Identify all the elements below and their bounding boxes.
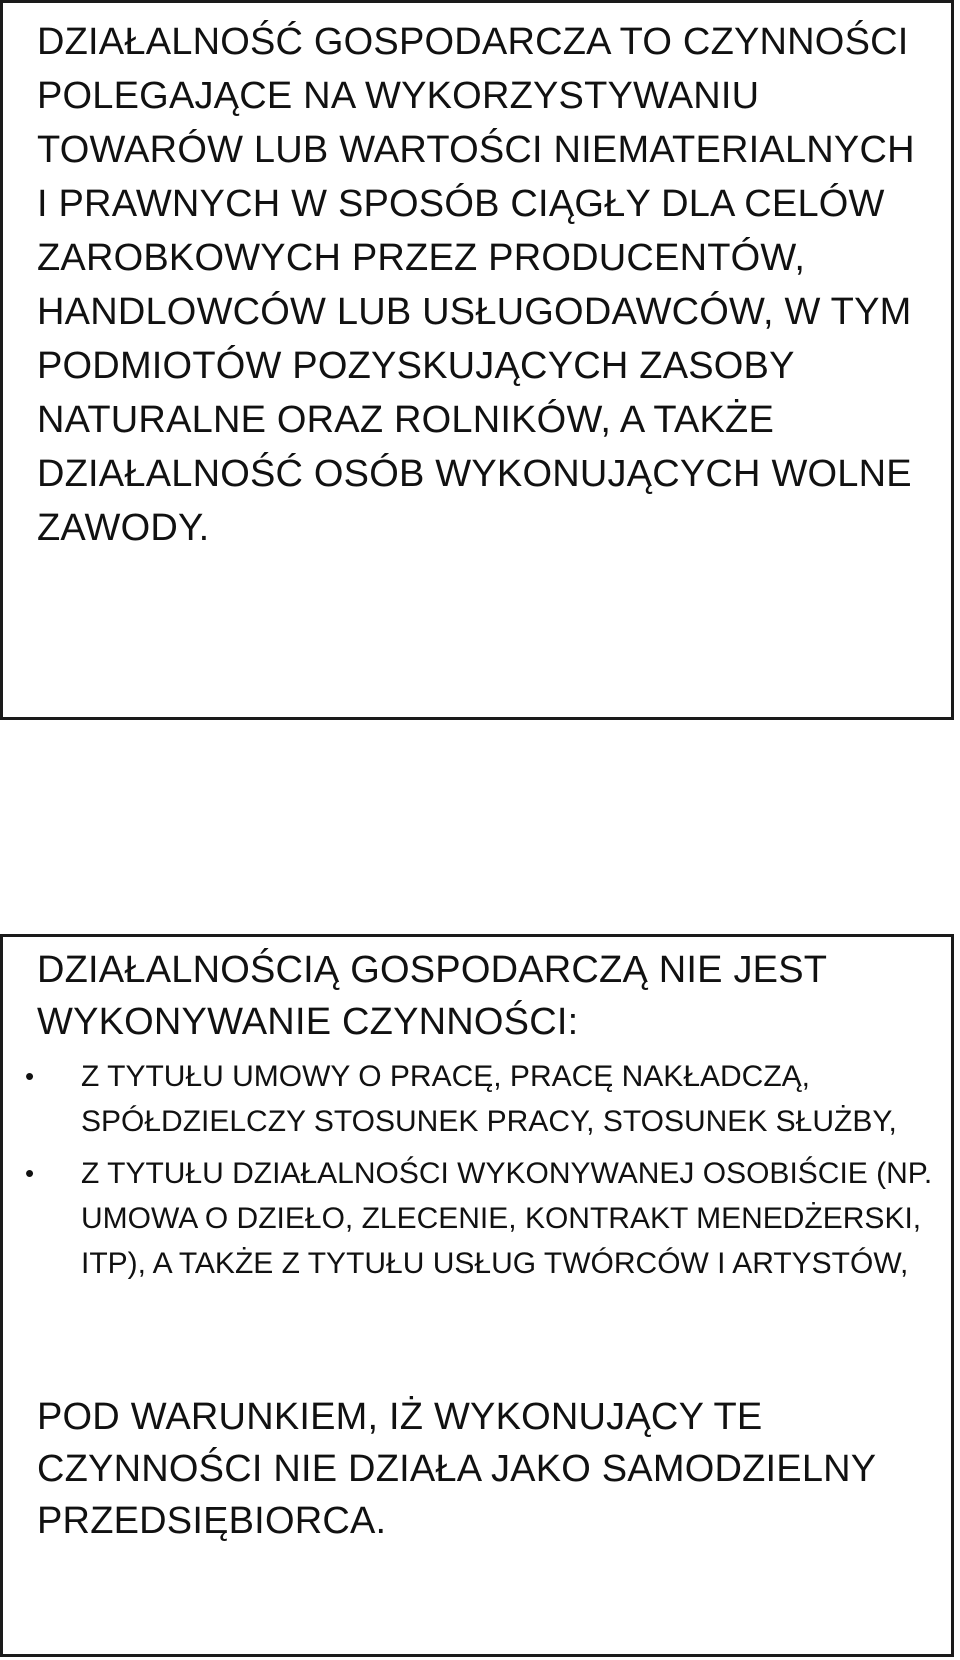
slide-exclusions (0, 934, 954, 1657)
definition-paragraph: DZIAŁALNOŚĆ GOSPODARCZA TO CZYNNOŚCI POLEGAJĄCE NA WYKORZYSTYWANIU TOWARÓW LUB WARTOŚCI NIEMATERIALNYCH I PRAWNYCH W SPOSÓB CIĄGŁY DLA CELÓW ZAROBKOWYCH PRZEZ PRODUCENTÓW, HANDLOWCÓW LUB USŁUGODAWCÓW, W TYM PODMIOTÓW POZYSKUJĄCYCH ZASOBY NATURALNE ORAZ ROLNIKÓW, A TAKŻE DZIAŁALNOŚĆ OSÓB WYKONUJĄCYCH WOLNE ZAWODY. (37, 21, 915, 549)
bullet-icon: • (25, 1158, 35, 1188)
exclusions-condition: POD WARUNKIEM, IŻ WYKONUJĄCY TE CZYNNOŚCI NIE DZIAŁA JAKO SAMODZIELNY PRZEDSIĘBIORCA. (37, 1396, 876, 1542)
list-item-text: Z TYTUŁU UMOWY O PRACĘ, PRACĘ NAKŁADCZĄ, SPÓŁDZIELCZY STOSUNEK PRACY, STOSUNEK SŁUŻBY, (81, 1060, 897, 1138)
bullet-icon: • (25, 1061, 35, 1091)
exclusions-list (3, 1054, 941, 1293)
list-item-text: Z TYTUŁU DZIAŁALNOŚCI WYKONYWANEJ OSOBIŚCIE (NP. UMOWA O DZIEŁO, ZLECENIE, KONTRAKT MENEDŻERSKI, ITP), A TAKŻE Z TYTUŁU USŁUG TWÓRCÓW I ARTYSTÓW, (81, 1157, 933, 1280)
exclusions-intro: DZIAŁALNOŚCIĄ GOSPODARCZĄ NIE JEST WYKONYWANIE CZYNNOŚCI: (37, 949, 827, 1043)
slide-definition (0, 0, 954, 720)
list-item (3, 1151, 941, 1286)
list-item (3, 1054, 941, 1144)
